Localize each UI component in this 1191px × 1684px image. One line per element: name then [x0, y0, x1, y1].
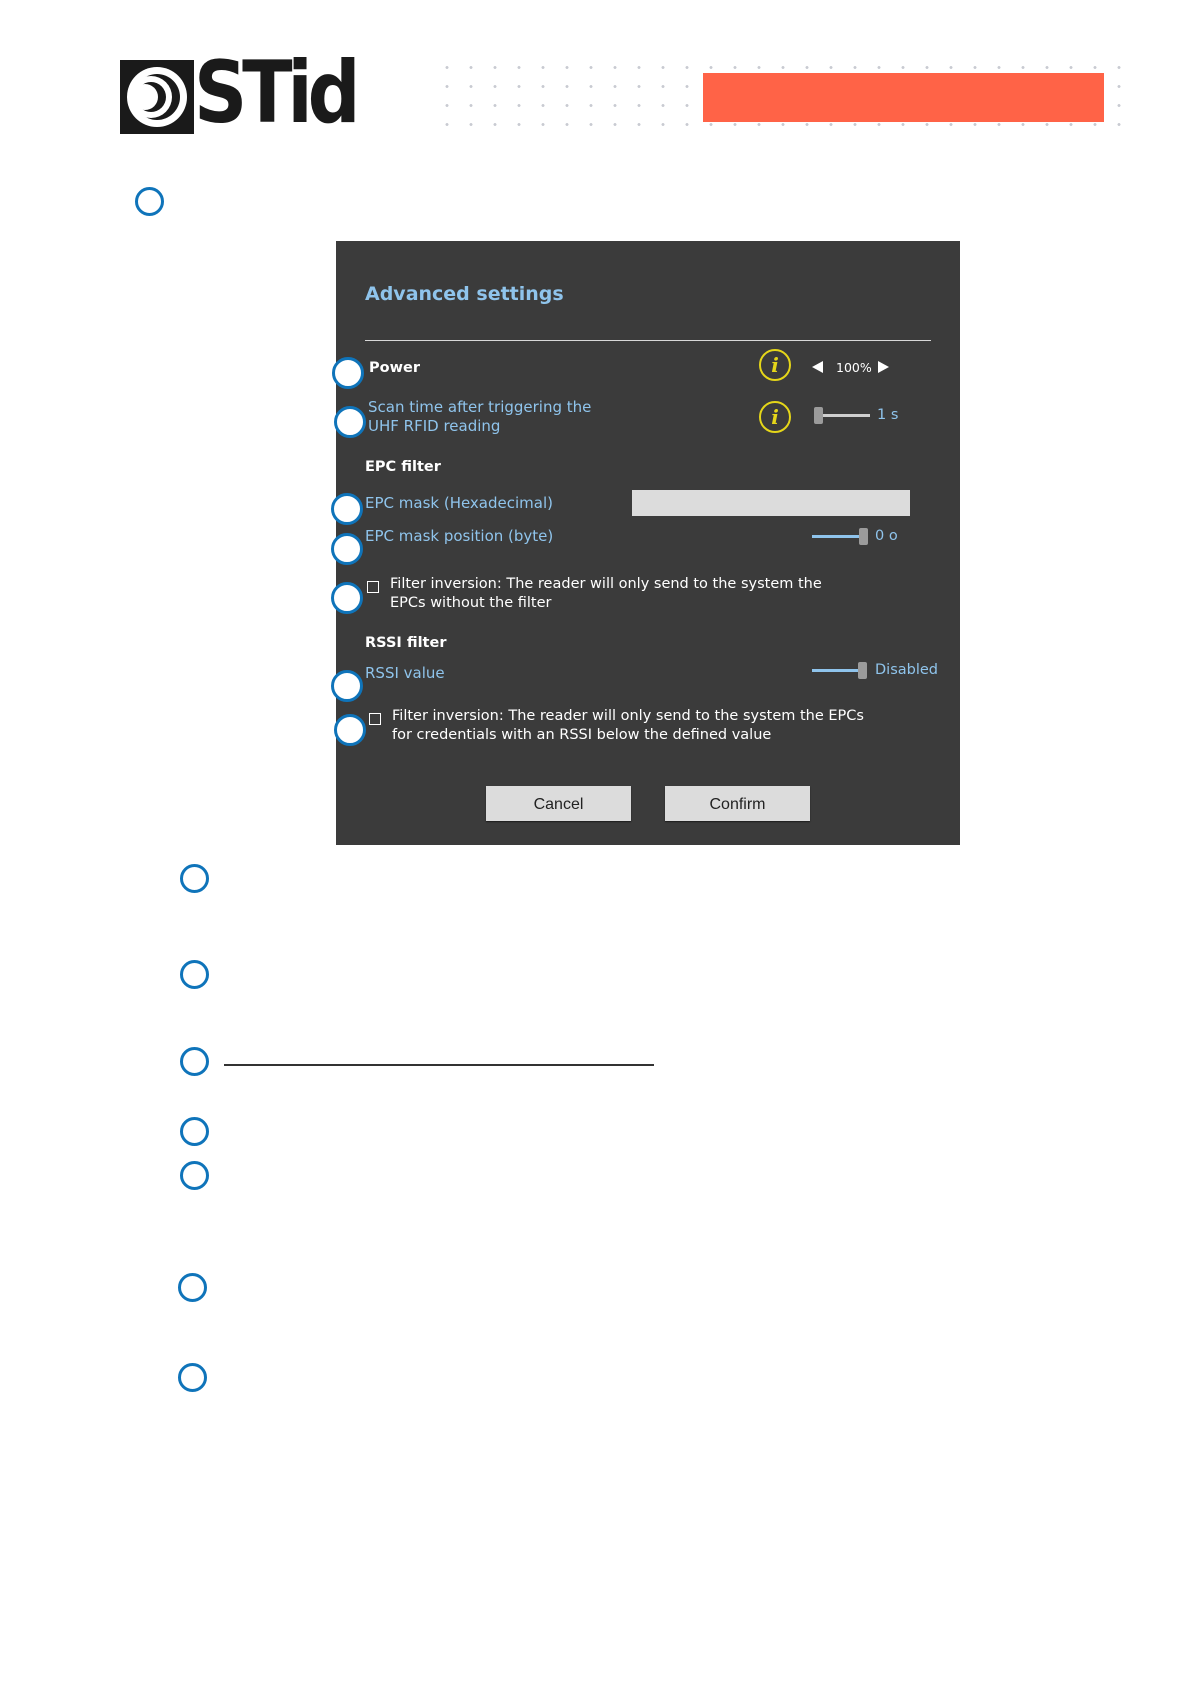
cancel-button[interactable]: Cancel — [486, 786, 631, 821]
callout-circle-scan-time — [334, 406, 366, 438]
confirm-button[interactable]: Confirm — [665, 786, 810, 821]
scan-time-label — [368, 398, 591, 436]
logo-emblem-icon — [118, 58, 198, 136]
epc-mask-input[interactable] — [632, 490, 910, 516]
power-increase-icon[interactable] — [878, 361, 889, 373]
epc-mask-position-thumb[interactable] — [859, 528, 868, 545]
rssi-value-track — [812, 669, 860, 672]
rssi-value-label: RSSI value — [365, 664, 445, 682]
epc-filter-inversion-checkbox[interactable] — [367, 581, 379, 593]
callout-circle-rssi-inversion — [334, 714, 366, 746]
scan-time-label-line1: Scan time after triggering the — [368, 398, 592, 416]
advanced-settings-dialog — [336, 241, 960, 845]
callout-circle-epc-inversion — [331, 582, 363, 614]
rssi-value-slider[interactable] — [812, 662, 868, 679]
epc-filter-inversion-line1: Filter inversion: The reader will only send to the system the — [390, 576, 822, 592]
epc-mask-position-value: 0 o — [875, 528, 898, 544]
epc-filter-heading: EPC filter — [365, 459, 441, 475]
scan-time-value: 1 s — [877, 407, 899, 423]
title-divider — [365, 340, 931, 341]
epc-filter-inversion-label — [390, 575, 822, 613]
epc-filter-inversion-line2: EPCs without the filter — [390, 595, 552, 611]
epc-mask-position-track — [812, 535, 862, 538]
rssi-filter-inversion-checkbox[interactable] — [369, 713, 381, 725]
callout-circle — [135, 187, 164, 216]
rssi-filter-inversion-label — [392, 707, 864, 745]
power-value: 100% — [836, 360, 872, 375]
callout-circle — [180, 1117, 209, 1146]
epc-mask-position-label: EPC mask position (byte) — [365, 527, 554, 545]
callout-circle-epc-mask — [331, 493, 363, 525]
rssi-value: Disabled — [875, 662, 938, 678]
rssi-value-thumb[interactable] — [858, 662, 867, 679]
stid-logo — [118, 43, 358, 143]
scan-time-label-line2: UHF RFID reading — [368, 417, 501, 435]
callout-circle — [180, 864, 209, 893]
power-label: Power — [369, 360, 420, 376]
callout-circle-power — [332, 357, 364, 389]
callout-circle — [180, 1047, 209, 1076]
callout-circle — [180, 960, 209, 989]
callout-circle-rssi-value — [331, 670, 363, 702]
power-info-icon[interactable]: i — [759, 349, 791, 381]
epc-mask-label: EPC mask (Hexadecimal) — [365, 494, 553, 512]
scan-time-info-icon[interactable]: i — [759, 401, 791, 433]
scan-time-slider[interactable] — [814, 407, 870, 424]
rssi-filter-heading: RSSI filter — [365, 635, 447, 651]
callout-circle — [178, 1273, 207, 1302]
header-accent-bar — [703, 73, 1104, 122]
heading-underline — [224, 1064, 654, 1066]
power-decrease-icon[interactable] — [812, 361, 823, 373]
scan-time-track — [818, 414, 870, 417]
dialog-title: Advanced settings — [365, 283, 564, 305]
scan-time-thumb[interactable] — [814, 407, 823, 424]
rssi-filter-inversion-line1: Filter inversion: The reader will only send to the system the EPCs — [392, 708, 864, 724]
logo-text: STid — [194, 43, 356, 143]
epc-mask-position-slider[interactable] — [812, 528, 868, 545]
rssi-filter-inversion-line2: for credentials with an RSSI below the defined value — [392, 727, 772, 743]
callout-circle — [178, 1363, 207, 1392]
callout-circle — [180, 1161, 209, 1190]
callout-circle-epc-position — [331, 533, 363, 565]
